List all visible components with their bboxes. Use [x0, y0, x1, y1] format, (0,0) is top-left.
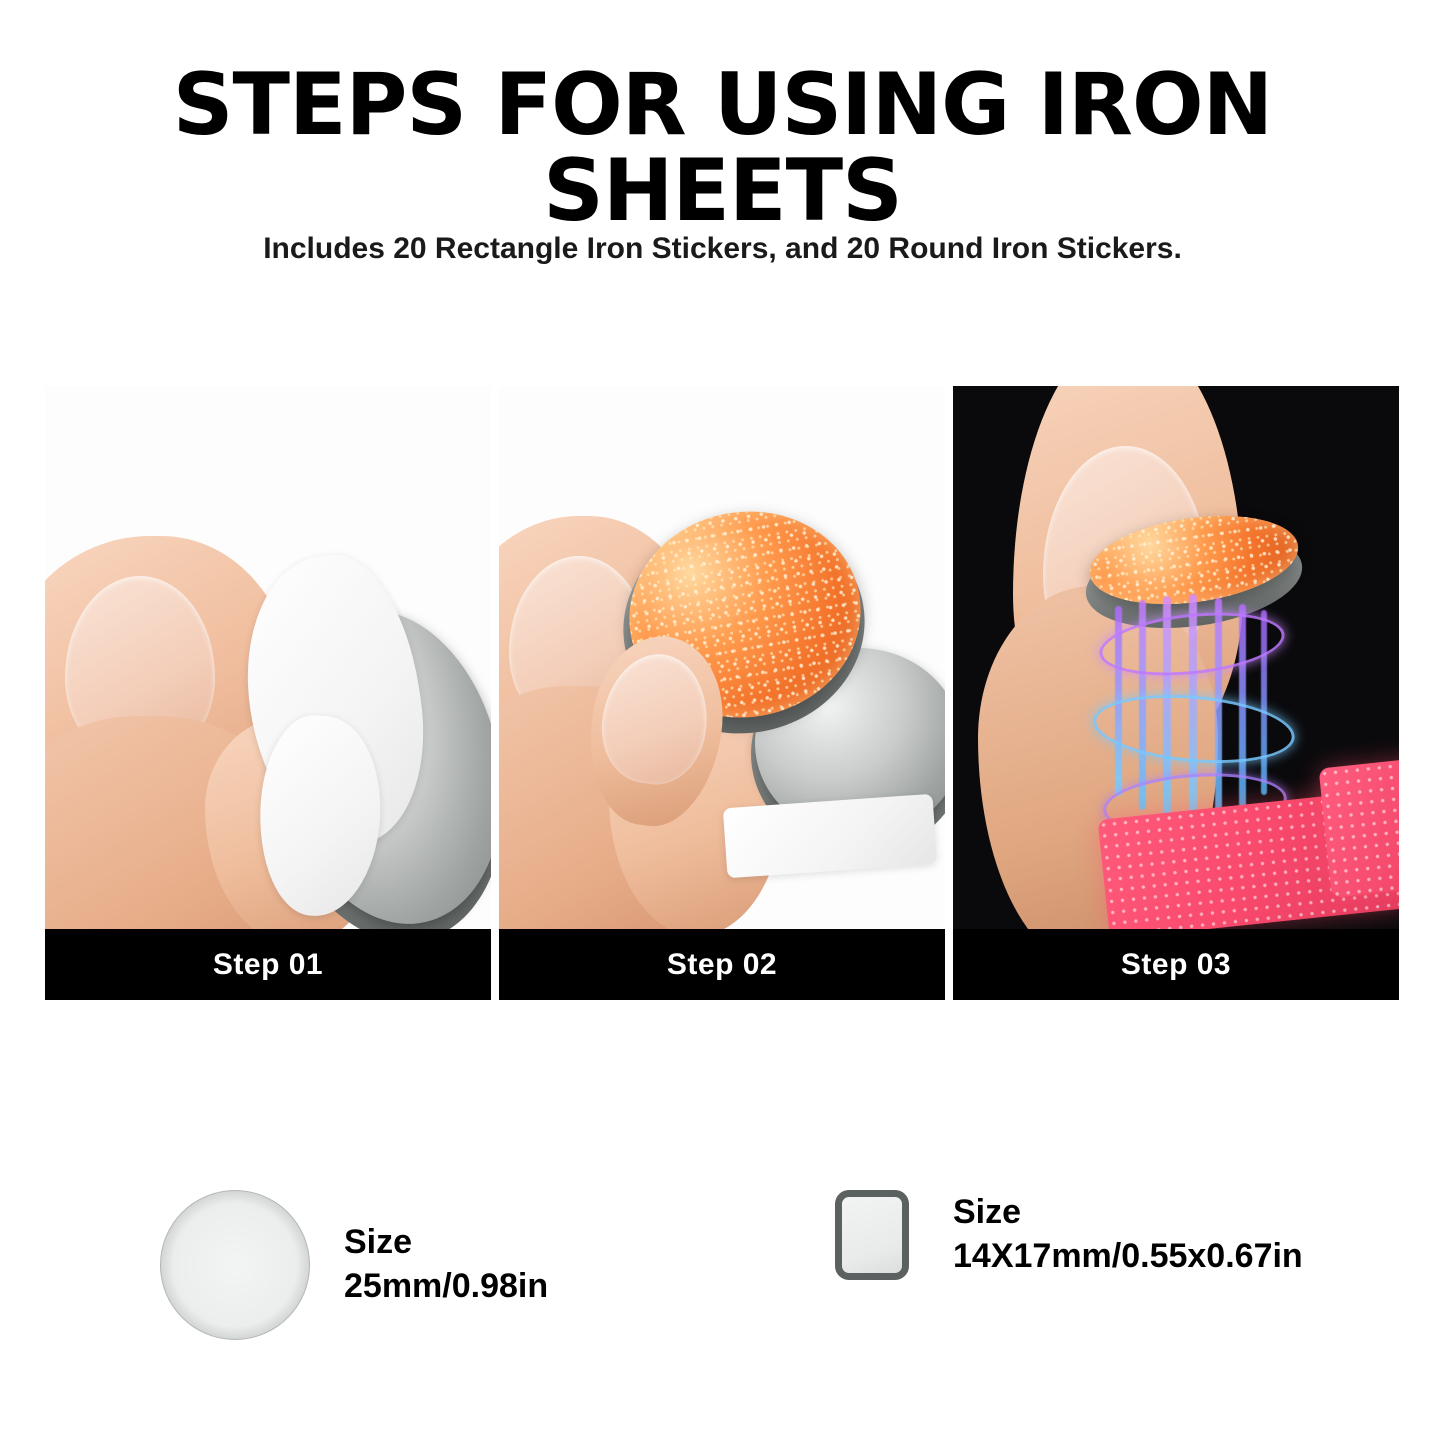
step-card-01 [45, 386, 491, 1000]
step-card-02 [499, 386, 945, 1000]
rectangle-iron-sticker-icon [835, 1190, 909, 1280]
size-item-rectangle [835, 1190, 1303, 1280]
size-text-rectangle [953, 1191, 1303, 1278]
size-label: Size [953, 1193, 1022, 1232]
step-02-photo [499, 386, 945, 929]
size-value: 14X17mm/0.55x0.67in [953, 1237, 1303, 1275]
size-text-round [344, 1221, 548, 1308]
step-02-caption: Step 02 [499, 929, 945, 1000]
step-03-caption: Step 03 [953, 929, 1399, 1000]
step-01-caption: Step 01 [45, 929, 491, 1000]
pink-plate-side [1319, 756, 1399, 898]
page-title: STEPS FOR USING IRON SHEETS [172, 55, 1273, 241]
size-row [0, 1190, 1445, 1380]
step-card-03 [953, 386, 1399, 1000]
step-01-photo [45, 386, 491, 929]
size-value: 25mm/0.98in [344, 1267, 549, 1305]
size-label: Size [344, 1223, 413, 1262]
page-subtitle: Includes 20 Rectangle Iron Stickers, and 20 Round Iron Stickers. [263, 232, 1182, 265]
size-item-round [160, 1190, 548, 1340]
steps-row [45, 386, 1400, 1000]
round-iron-sticker-icon [160, 1190, 310, 1340]
backing-paper [723, 794, 937, 878]
step-03-photo [953, 386, 1399, 929]
